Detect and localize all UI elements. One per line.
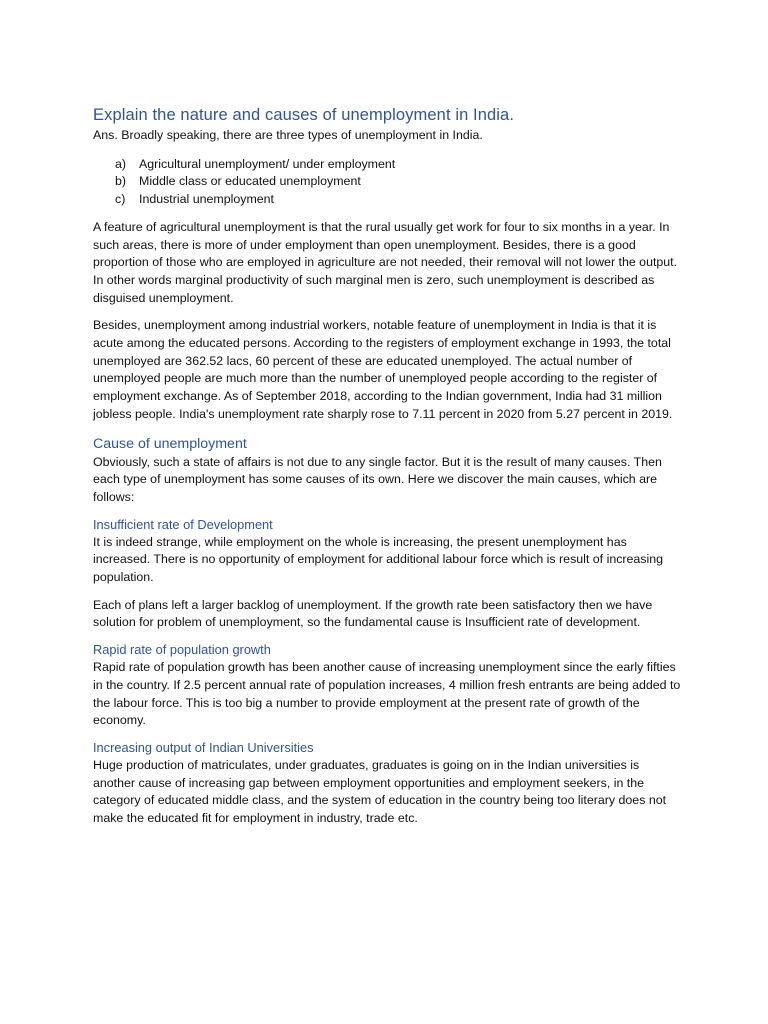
population-heading: Rapid rate of population growth bbox=[93, 642, 271, 658]
list-marker: b) bbox=[115, 174, 127, 189]
document-body bbox=[93, 104, 683, 828]
development-heading: Insufficient rate of Development bbox=[93, 516, 273, 532]
unemployment-types-list bbox=[93, 156, 683, 209]
list-item-text: Industrial unemployment bbox=[139, 192, 274, 207]
list-item-text: Middle class or educated unemployment bbox=[139, 174, 361, 189]
population-paragraph: Rapid rate of population growth has been another cause of increasing unemployment since the early fifties in the country. If 2.5 percent annual rate of population increases, 4 million fresh entrants are being added to the labour force. This is too big a number to provide employment at the present rate of growth of the economy. bbox=[93, 660, 681, 728]
list-item bbox=[115, 156, 683, 174]
industrial-paragraph: Besides, unemployment among industrial workers, notable feature of unemployment in India is that it is acute among the educated persons. According to the registers of employment exchange in 1993, the total unemployed are 362.52 lacs, 60 percent of these are educated unemployed. The actual number of unemployed people are much more than the number of unemployed people according to the register of employment exchange. As of September 2018, according to the Indian government, India had 31 million jobless people. India's unemployment rate sharply rose to 7.11 percent in 2020 from 5.27 percent in 2019. bbox=[93, 318, 673, 421]
list-marker: a) bbox=[115, 156, 127, 171]
development-paragraph-1: It is indeed strange, while employment on the whole is increasing, the present unemployment has increased. There is no opportunity of employment for additional labour force which is result of increasing population. bbox=[93, 534, 664, 585]
answer-intro: Ans. Broadly speaking, there are three types of unemployment in India. bbox=[93, 128, 483, 142]
list-marker: c) bbox=[115, 192, 126, 207]
universities-paragraph: Huge production of matriculates, under graduates, graduates is going on in the Indian universities is another cause of increasing gap between employment opportunities and employment seekers, in the category of educated middle class, and the system of education in the country being too literary does not make the educated fit for employment in industry, trade etc. bbox=[93, 757, 667, 826]
development-paragraph-2: Each of plans left a larger backlog of unemployment. If the growth rate been satisfactory then we have solution for problem of unemployment, so the fundamental cause is Insufficient rate of development. bbox=[93, 597, 653, 630]
cause-intro-paragraph: Obviously, such a state of affairs is not due to any single factor. But it is the result of many causes. Then each type of unemployment has some causes of its own. Here we discover the main causes, which are follows: bbox=[93, 454, 662, 504]
list-item-text: Agricultural unemployment/ under employment bbox=[139, 156, 396, 171]
list-item bbox=[115, 191, 683, 209]
cause-heading: Cause of unemployment bbox=[93, 435, 247, 452]
list-item bbox=[115, 173, 683, 191]
agricultural-paragraph: A feature of agricultural unemployment is that the rural usually get work for four to six months in a year. In such areas, there is more of under employment than open unemployment. Besides, there is a good proportion of those who are employed in agriculture are not needed, their removal will not lower the output. In other words marginal productivity of such marginal men is zero, such unemployment is described as disguised unemployment. bbox=[93, 219, 678, 305]
universities-heading: Increasing output of Indian Universities bbox=[93, 739, 314, 755]
document-title: Explain the nature and causes of unemployment in India. bbox=[93, 106, 515, 124]
